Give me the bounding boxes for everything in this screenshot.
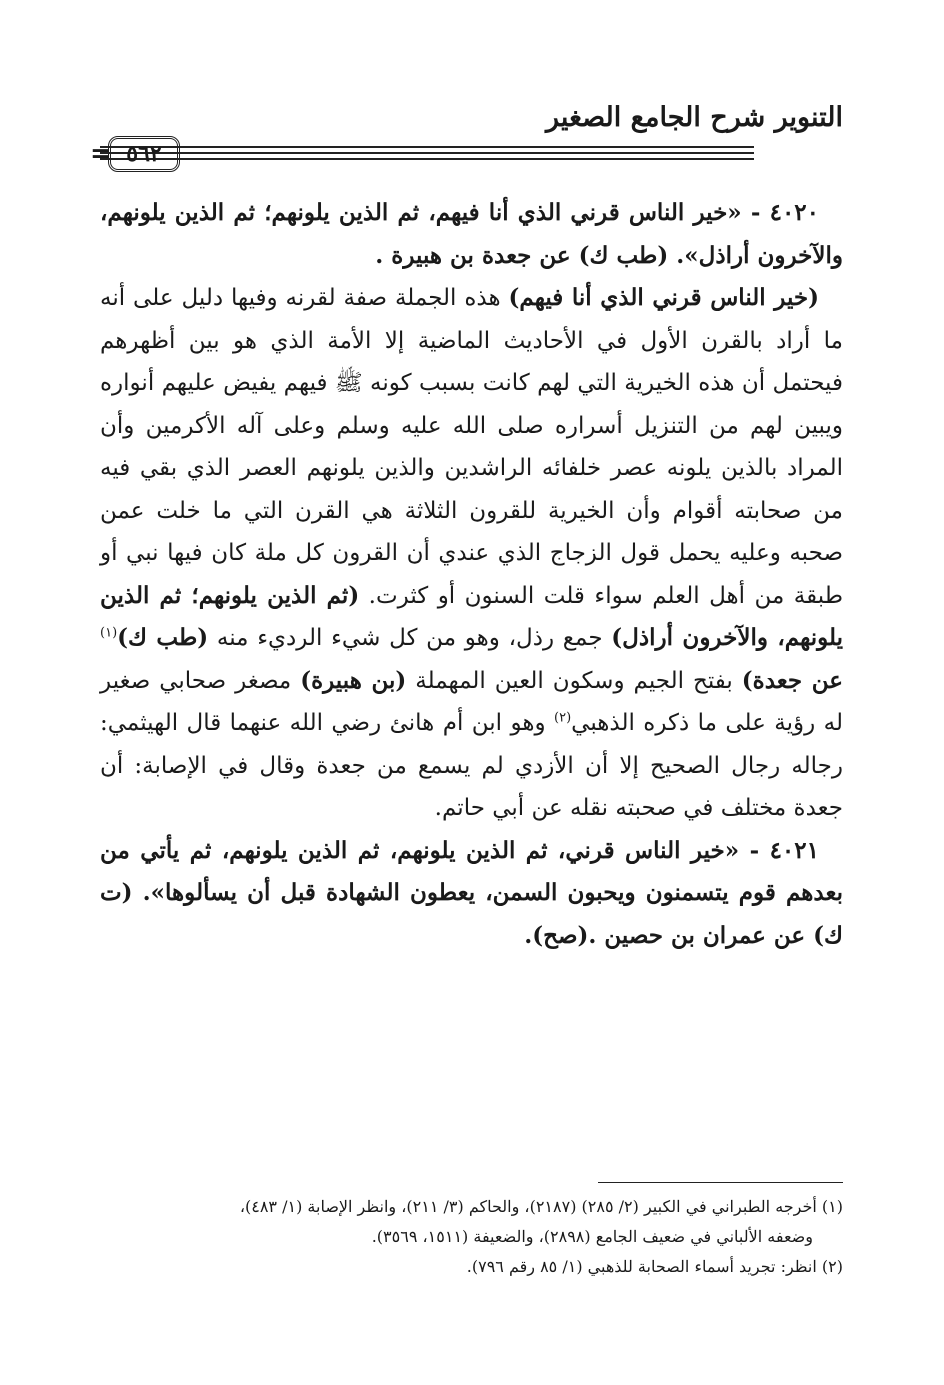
commentary-text: بفتح الجيم وسكون العين المهملة xyxy=(406,667,742,694)
header-rule-line xyxy=(100,152,754,154)
running-title: التنوير شرح الجامع الصغير xyxy=(546,102,843,133)
footnote-separator xyxy=(598,1182,843,1183)
lemma: (ثم الذين يلونهم؛ ثم الذين يلونهم، والآخرون أراذل) xyxy=(100,581,844,651)
commentary-text: وهو ابن أم هانئ رضي الله عنهما قال الهيثمي: رجاله رجال الصحيح إلا أن الأزدي لم يسمع من جعدة وقال في الإصابة: أن جعدة مختلف في صحبته نقله عن أبي حاتم. xyxy=(100,710,843,821)
hadith-text: «خير الناس قرني، ثم الذين يلونهم، ثم الذين يلونهم، ثم يأتي من بعدهم قوم يتسمنون ويحبون السمن، يعطون الشهادة قبل أن يسألوها». (ت ك) عن عمران بن حصين .(صح). xyxy=(100,836,843,949)
commentary-text: هذه الجملة صفة لقرنه وفيها دليل على أنه ما أراد بالقرن الأول في الأحاديث الماضية إلا الأمة الذي هو بين أظهرهم فيحتمل أن هذه الخيرية التي لهم كانت بسبب كونه ﷺ فيهم يفيض عليهم أنواره ويبين لهم من التنزيل أسراره صلى الله عليه وسلم وعلى آله الأكرمين وأن المراد بالذين يلونه عصر خلفائه الراشدين والذين يلونهم العصر الذي بقي فيه من صحابته أقوام وأن الخيرية للقرون الثلاثة هي القرن التي ما خلت عمن صحبه وعليه يحمل قول الزجاج الذي عندي أن القرون كل ملة كان فيها نبي أو طبقة من أهل العلم سواء قلت السنون أو كثرت. xyxy=(100,285,843,609)
header-rule-line xyxy=(100,146,754,148)
hadith-number: ٤٠٢١ - xyxy=(739,836,819,864)
footnote-ref[interactable]: (١) xyxy=(100,625,118,641)
page-number: ٥٦٢ xyxy=(108,136,180,172)
lemma: (طب ك) xyxy=(117,624,209,651)
footnote-2: (٢) انظر: تجريد أسماء الصحابة للذهبي (١/ ٨٥ رقم ٧٩٦). xyxy=(466,1257,843,1276)
header-rule xyxy=(90,136,843,176)
hadith-number: ٤٠٢٠ - xyxy=(741,199,820,226)
footnote-1-continued: وضعفه الألباني في ضعيف الجامع (٢٨٩٨)، والضعيفة (١٥١١، ٣٥٦٩). xyxy=(371,1227,813,1246)
hadith-text: «خير الناس قرني الذي أنا فيهم، ثم الذين يلونهم؛ ثم الذين يلونهم، والآخرون أراذل». (طب ك) عن جعدة بن هبيرة . xyxy=(100,199,843,269)
footnotes xyxy=(100,1192,843,1282)
header-rule-line xyxy=(100,158,754,160)
main-text xyxy=(100,192,843,957)
hadith-4021 xyxy=(100,830,843,958)
commentary-text: مصغر صحابي صغير له رؤية على ما ذكره الذهبي xyxy=(100,667,843,736)
footnote-ref[interactable]: (٢) xyxy=(554,710,572,726)
commentary-paragraph xyxy=(100,277,843,830)
commentary-text: جمع رذل، وهو من كل شيء الرديء منه xyxy=(208,625,612,651)
lemma: (بن هبيرة) xyxy=(300,666,407,694)
lemma: عن جعدة) xyxy=(741,666,844,694)
footnote-1: (١) أخرجه الطبراني في الكبير (٢/ ٢٨٥) (٢١٨٧)، والحاكم (٣/ ٢١١)، وانظر الإصابة (١/ ٤٨٣)، xyxy=(239,1197,843,1216)
page-edge-mark: = xyxy=(90,139,112,169)
hadith-4020 xyxy=(100,192,843,277)
book-page xyxy=(90,100,844,1340)
lemma: (خير الناس قرني الذي أنا فيهم) xyxy=(508,284,819,311)
